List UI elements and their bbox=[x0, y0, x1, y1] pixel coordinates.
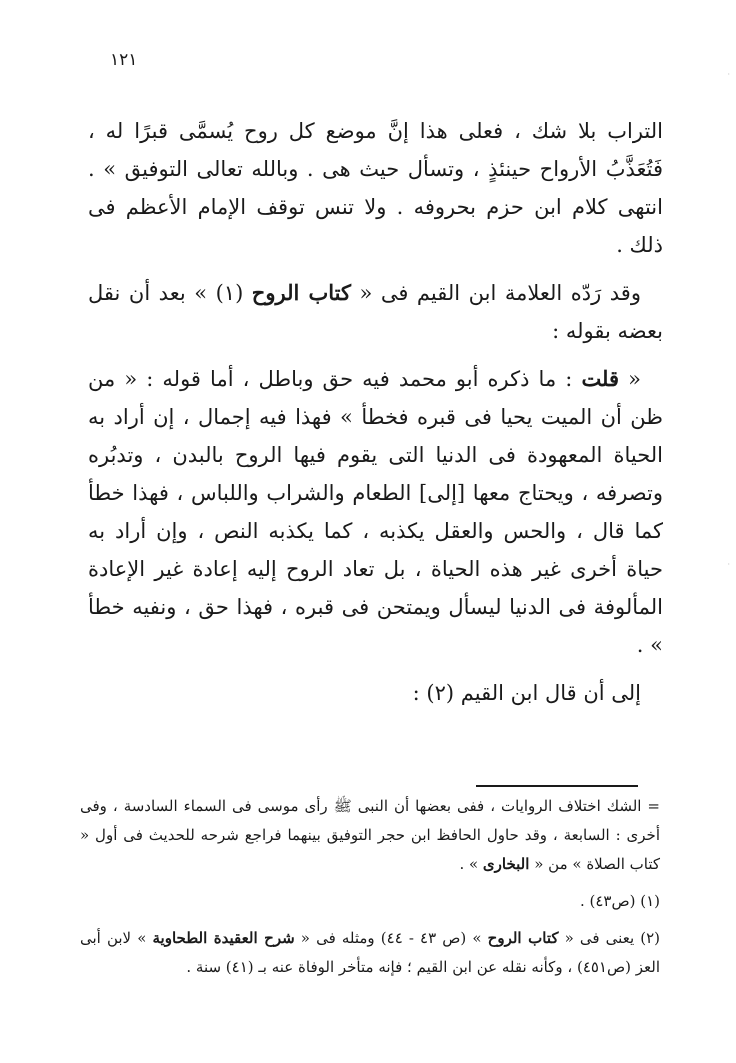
paragraph-3 bbox=[88, 360, 663, 664]
qult-word: قلت bbox=[581, 366, 620, 391]
fn-cont-bukhari: البخارى bbox=[482, 855, 530, 873]
fn2-book2: شرح العقيدة الطحاوية bbox=[152, 929, 295, 947]
paragraph-4: إلى أن قال ابن القيم (٢) : bbox=[412, 681, 641, 705]
footnote-separator bbox=[476, 785, 638, 787]
fn2-b: » (ص ٤٣ - ٤٤) ومثله فى « bbox=[294, 929, 488, 947]
fn-cont-end: » . bbox=[459, 855, 483, 873]
footnote-1: (١) (ص٤٣) . bbox=[579, 892, 660, 910]
fn2-c: » لابن أبى العز (ص٤٥١) ، وكأنه نقله عن ابن القيم ؛ فإنه متأخر الوفاة عنه بـ (٤١) سنة . bbox=[80, 929, 660, 976]
footnote-continuation bbox=[80, 792, 660, 879]
footnotes bbox=[80, 792, 660, 982]
main-text bbox=[88, 112, 663, 712]
p3-text: : ما ذكره أبو محمد فيه حق وباطل ، أما قوله : « من ظن أن الميت يحيا فى قبره فخطأ » فهذا فيه إجمال ، إن أراد به الحياة المعهودة فى الدنيا التى يقوم فيها الروح بالبدن ، وتدبُره وتصرفه ، ويحتاج معها [إلى] الطعام والشراب واللباس ، فهذا خطأ كما قال ، والحس والعقل يكذبه ، كما يكذبه النص ، وإن أراد به حياة أخرى غير هذه الحياة ، بل تعاد الروح إليه إعادة غير الإعادة المألوفة فى الدنيا ليسأل ويمتحن فى قبره ، فهذا حق ، ونفيه خطأ » . bbox=[88, 367, 663, 657]
p2-lead: وقد رَدّه العلامة ابن القيم فى « bbox=[350, 281, 641, 305]
quote-open: « bbox=[619, 367, 641, 391]
page-number: ١٢١ bbox=[110, 50, 138, 70]
fn-cont-text: = الشك اختلاف الروايات ، ففى بعضها أن النبى ﷺ رأى موسى فى السماء السادسة ، وفى أخرى : السابعة ، وقد حاول الحافظ ابن حجر التوفيق بينهما فراجع شرحه للحديث فى أول « كتاب الصلاة » من « bbox=[80, 797, 660, 873]
scan-edge-mark: · bbox=[727, 560, 730, 569]
fn2-a: (٢) يعنى فى « bbox=[558, 929, 660, 947]
fn2-book: كتاب الروح bbox=[487, 929, 559, 947]
book-title-ruh: كتاب الروح bbox=[251, 280, 351, 305]
footnote-ref-1: (١) bbox=[207, 281, 252, 305]
scan-edge-mark: · bbox=[727, 70, 730, 79]
p2-tail: » بعد أن نقل بعضه بقوله : bbox=[88, 281, 663, 343]
paragraph-1: التراب بلا شك ، فعلى هذا إنَّ موضع كل روح يُسمَّى قبرًا له ، فَتُعَذَّبُ الأرواح حينئذٍ ، وتسأل حيث هى . وبالله تعالى التوفيق » . انتهى كلام ابن حزم بحروفه . ولا تنس توقف الإمام الأعظم فى ذلك . bbox=[88, 119, 663, 257]
footnote-2 bbox=[80, 924, 660, 982]
paragraph-2 bbox=[88, 274, 663, 350]
